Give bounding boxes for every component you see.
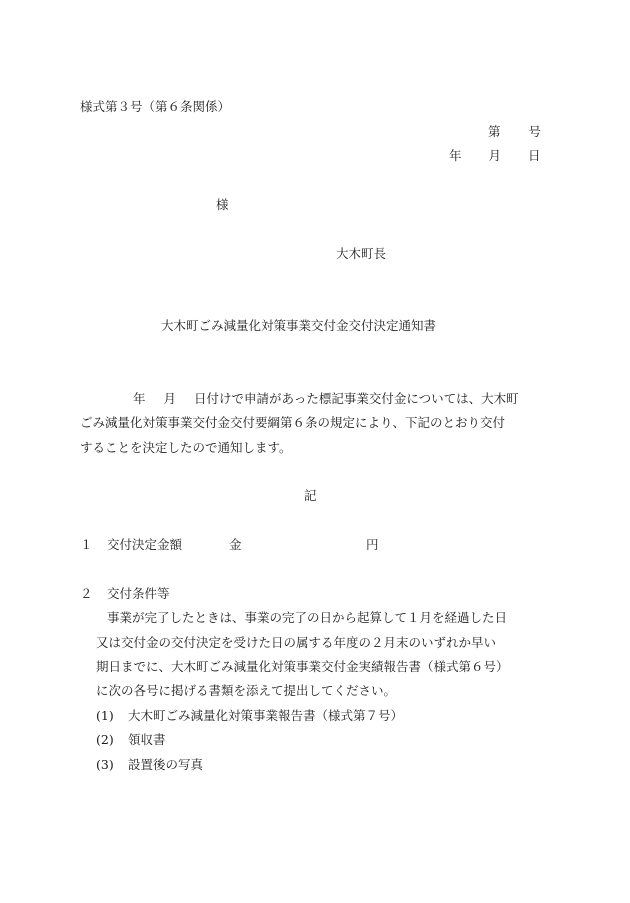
body-line-3: することを決定したので通知します。: [80, 440, 292, 455]
addressee-honorific: 様: [216, 197, 229, 212]
section-2-label: 交付条件等: [107, 586, 170, 601]
body-year: 年: [133, 391, 146, 406]
body-line-1: [133, 391, 519, 407]
date-day: 日: [528, 148, 541, 163]
section-1-label: 交付決定金額: [107, 537, 183, 552]
section-2-line-2: 又は交付金の交付決定を受けた日の属する年度の２月末のいずれか早い: [96, 635, 497, 650]
date-month: 月: [488, 148, 502, 163]
section-1: [80, 537, 93, 553]
body-line-2: ごみ減量化対策事業交付金交付要綱第６条の規定により、下記のとおり交付: [80, 415, 506, 430]
item-3-number: (3): [96, 757, 114, 772]
section-2-line-4: に次の各号に掲げる書類を添えて提出してください。: [96, 683, 397, 698]
section-2-line-1: 事業が完了したときは、事業の完了の日から起算して１月を経過した日: [107, 610, 508, 625]
section-1-kin: 金: [229, 537, 242, 552]
item-1-number: (1): [96, 708, 114, 723]
body-month: 月: [163, 391, 177, 406]
number-suffix: 号: [528, 124, 542, 139]
item-3-text: 設置後の写真: [128, 757, 204, 772]
number-prefix: 第: [488, 124, 501, 139]
form-label: 様式第３号（第６条関係）: [80, 99, 231, 114]
section-2-line-3: 期日までに、大木町ごみ減量化対策事業交付金実績報告書（様式第６号）: [96, 659, 509, 674]
item-2-number: (2): [96, 732, 114, 747]
document-title: 大木町ごみ減量化対策事業交付金交付決定通知書: [161, 318, 437, 333]
section-2-number: ２: [80, 586, 93, 601]
document-number-line: [488, 124, 541, 140]
date-year: 年: [449, 148, 462, 163]
ki-heading: 記: [304, 488, 317, 503]
section-1-number: １: [80, 537, 93, 552]
section-1-yen: 円: [366, 537, 379, 552]
body-line-1-rest: 日付けで申請があった標記事業交付金については、大木町: [194, 391, 519, 406]
sender: 大木町長: [336, 246, 387, 261]
date-line: [449, 148, 541, 164]
item-1-text: 大木町ごみ減量化対策事業報告書（様式第７号）: [128, 708, 404, 723]
item-2-text: 領収書: [128, 732, 166, 747]
